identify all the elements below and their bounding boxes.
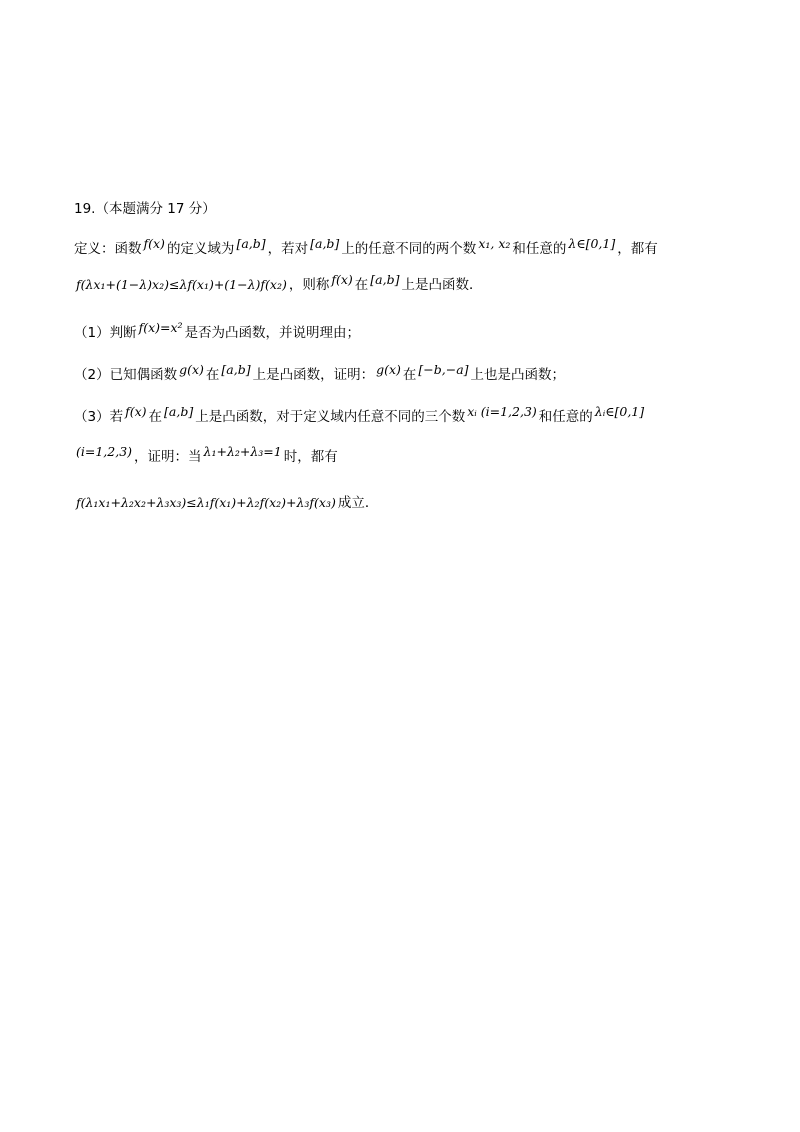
text: 上是凸函数，对于定义域内任意不同的三个数 [195, 409, 466, 425]
text: 上的任意不同的两个数 [341, 241, 477, 257]
math-lambda-i-range: λᵢ∈[0,1] [594, 404, 645, 419]
text: 上是凸函数，证明： [252, 367, 375, 383]
text: 和任意的 [538, 409, 593, 425]
math-index-range: (i=1,2,3) [76, 444, 133, 459]
text: 定义：函数 [74, 241, 142, 257]
text: 在 [354, 277, 369, 293]
math-interval-ab: [a,b] [310, 236, 340, 251]
text: ，证明：当 [134, 449, 202, 465]
text: 的定义域为 [166, 241, 235, 257]
math-fx: f(x) [331, 272, 353, 287]
math-fx: f(x) [143, 236, 165, 251]
math-lambda-sum: λ₁+λ₂+λ₃=1 [203, 444, 282, 459]
definition-line-2 [74, 274, 734, 296]
text: 在 [148, 409, 163, 425]
text: ，若对 [267, 241, 309, 257]
text: 上也是凸函数； [470, 367, 566, 383]
text: 上是凸函数． [401, 277, 483, 293]
definition-line-1 [74, 238, 734, 260]
part-1 [74, 322, 734, 344]
math-interval-ab: [a,b] [221, 362, 251, 377]
text: （2）已知偶函数 [74, 367, 178, 383]
math-interval-ab: [a,b] [236, 236, 266, 251]
part-2 [74, 364, 734, 386]
math-convex-inequality: f(λx₁+(1−λ)x₂)≤λf(x₁)+(1−λ)f(x₂) [76, 277, 287, 292]
math-interval-ab: [a,b] [370, 272, 400, 287]
math-gx: g(x) [179, 362, 204, 377]
text: ，都有 [617, 241, 658, 257]
math-x1-x2: x₁, x₂ [478, 236, 511, 251]
text: ，则称 [288, 277, 330, 293]
text: 成立． [337, 495, 379, 511]
math-interval-ab: [a,b] [164, 404, 194, 419]
question-header: 19.（本题满分 17 分） [74, 201, 216, 217]
text: 和任意的 [512, 241, 567, 257]
math-three-point-inequality: f(λ₁x₁+λ₂x₂+λ₃x₃)≤λ₁f(x₁)+λ₂f(x₂)+λ₃f(x₃) [76, 495, 336, 510]
text: （3）若 [74, 409, 124, 425]
text: 是否为凸函数，并说明理由； [184, 325, 361, 341]
text: （1）判断 [74, 325, 137, 341]
text: 时，都有 [283, 449, 338, 465]
math-gx: g(x) [376, 362, 401, 377]
math-xi: xᵢ (i=1,2,3) [467, 404, 537, 419]
part-3-line-2 [74, 446, 734, 468]
text: 在 [402, 367, 417, 383]
text: 在 [205, 367, 220, 383]
math-interval-neg: [−b,−a] [418, 362, 469, 377]
math-fx-equals-x-squared: f(x)=x² [138, 320, 183, 335]
math-fx: f(x) [125, 404, 147, 419]
part-3-line-1 [74, 406, 734, 428]
math-lambda-range: λ∈[0,1] [568, 236, 616, 251]
part-3-line-3 [74, 492, 734, 514]
